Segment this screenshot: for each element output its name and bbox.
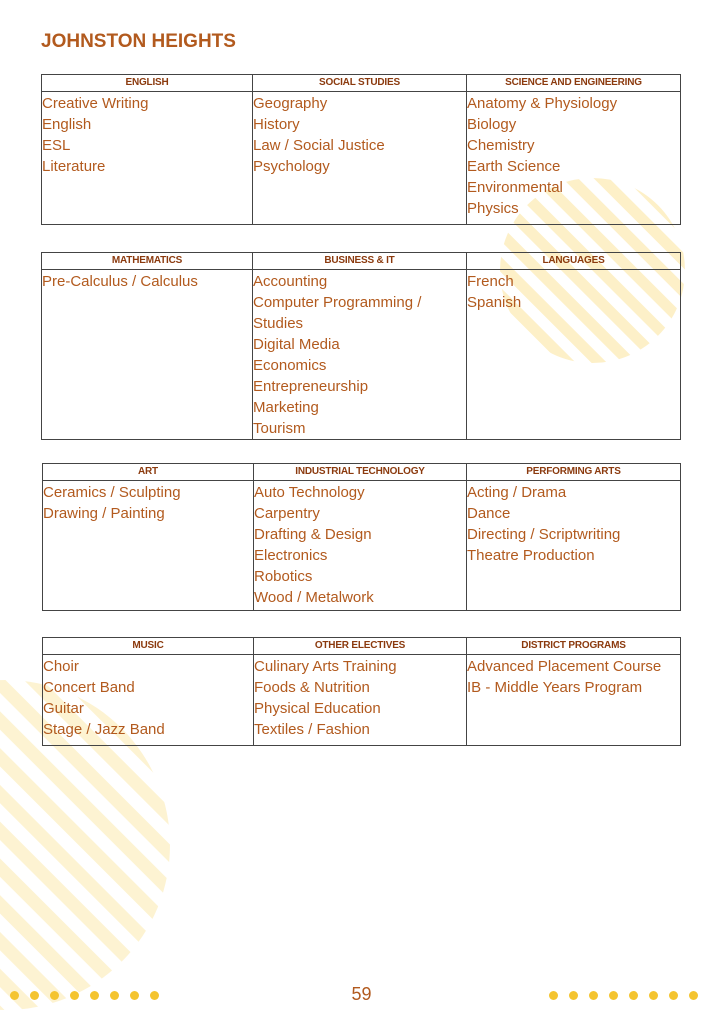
page-number: 59 bbox=[351, 984, 372, 1004]
course-item: Directing / Scriptwriting bbox=[467, 526, 621, 543]
course-item: Drafting & Design bbox=[254, 526, 372, 543]
course-item: Accounting bbox=[253, 273, 328, 290]
course-cell bbox=[43, 481, 254, 611]
course-item: Tourism bbox=[253, 420, 306, 437]
course-item: Guitar bbox=[43, 700, 84, 717]
course-cell bbox=[467, 481, 681, 611]
course-item: Literature bbox=[42, 158, 106, 175]
course-item: Chemistry bbox=[467, 137, 535, 154]
course-item: History bbox=[253, 116, 300, 133]
course-item: Environmental bbox=[467, 179, 563, 196]
course-item: Auto Technology bbox=[254, 484, 365, 501]
page-title: JOHNSTON HEIGHTS bbox=[41, 31, 236, 52]
course-table bbox=[41, 252, 681, 440]
course-item: Earth Science bbox=[467, 158, 561, 175]
course-cell bbox=[253, 92, 467, 225]
course-item: Digital Media bbox=[253, 336, 340, 353]
column-header: OTHER ELECTIVES bbox=[254, 638, 467, 655]
column-header: ART bbox=[43, 464, 254, 481]
column-header: DISTRICT PROGRAMS bbox=[467, 638, 681, 655]
course-item: Marketing bbox=[253, 399, 319, 416]
course-item: Stage / Jazz Band bbox=[43, 721, 165, 738]
dot-decoration bbox=[649, 991, 658, 1000]
course-cell bbox=[253, 270, 467, 440]
column-header: PERFORMING ARTS bbox=[467, 464, 681, 481]
course-cell bbox=[254, 481, 467, 611]
course-item: Robotics bbox=[254, 568, 313, 585]
course-table bbox=[42, 463, 681, 611]
course-item: Choir bbox=[43, 658, 79, 675]
column-header: LANGUAGES bbox=[467, 253, 681, 270]
course-item: Biology bbox=[467, 116, 517, 133]
course-item: Computer Programming / bbox=[253, 294, 422, 311]
course-table bbox=[42, 637, 681, 746]
course-cell bbox=[467, 92, 681, 225]
course-item: Electronics bbox=[254, 547, 328, 564]
course-item: IB - Middle Years Program bbox=[467, 679, 643, 696]
column-header: BUSINESS & IT bbox=[253, 253, 467, 270]
course-item: Law / Social Justice bbox=[253, 137, 385, 154]
dot-decoration bbox=[549, 991, 558, 1000]
course-item: Economics bbox=[253, 357, 327, 374]
dot-decoration bbox=[629, 991, 638, 1000]
course-item: Drawing / Painting bbox=[43, 505, 165, 522]
column-header: SCIENCE AND ENGINEERING bbox=[467, 75, 681, 92]
course-item: Theatre Production bbox=[467, 547, 595, 564]
course-item: English bbox=[42, 116, 92, 133]
course-item: Creative Writing bbox=[42, 95, 149, 112]
dot-decoration bbox=[689, 991, 698, 1000]
course-item: Pre-Calculus / Calculus bbox=[42, 273, 198, 290]
column-header: INDUSTRIAL TECHNOLOGY bbox=[254, 464, 467, 481]
course-item: Geography bbox=[253, 95, 328, 112]
dot-decoration bbox=[569, 991, 578, 1000]
course-cell bbox=[467, 270, 681, 440]
course-item: Studies bbox=[253, 315, 304, 332]
column-header: SOCIAL STUDIES bbox=[253, 75, 467, 92]
course-item: Anatomy & Physiology bbox=[467, 95, 618, 112]
course-item: Foods & Nutrition bbox=[254, 679, 370, 696]
dot-row-decoration bbox=[549, 991, 698, 1000]
course-table bbox=[41, 74, 681, 225]
course-item: Physical Education bbox=[254, 700, 381, 717]
course-cell bbox=[254, 655, 467, 746]
course-item: Carpentry bbox=[254, 505, 320, 522]
dot-decoration bbox=[669, 991, 678, 1000]
course-cell bbox=[42, 270, 253, 440]
course-item: Ceramics / Sculpting bbox=[43, 484, 181, 501]
course-cell bbox=[467, 655, 681, 746]
course-item: French bbox=[467, 273, 514, 290]
course-item: Culinary Arts Training bbox=[254, 658, 397, 675]
column-header: MUSIC bbox=[43, 638, 254, 655]
course-item: Dance bbox=[467, 505, 511, 522]
course-item: Entrepreneurship bbox=[253, 378, 369, 395]
column-header: MATHEMATICS bbox=[42, 253, 253, 270]
course-item: Acting / Drama bbox=[467, 484, 567, 501]
course-cell bbox=[42, 92, 253, 225]
course-item: Wood / Metalwork bbox=[254, 589, 374, 606]
course-item: Psychology bbox=[253, 158, 330, 175]
page-footer bbox=[0, 982, 723, 1008]
dot-decoration bbox=[609, 991, 618, 1000]
dot-decoration bbox=[589, 991, 598, 1000]
course-cell bbox=[43, 655, 254, 746]
course-item: Textiles / Fashion bbox=[254, 721, 370, 738]
course-item: Advanced Placement Course bbox=[467, 658, 662, 675]
course-item: Spanish bbox=[467, 294, 522, 311]
course-item: Concert Band bbox=[43, 679, 135, 696]
course-item: ESL bbox=[42, 137, 71, 154]
column-header: ENGLISH bbox=[42, 75, 253, 92]
course-item: Physics bbox=[467, 200, 519, 217]
